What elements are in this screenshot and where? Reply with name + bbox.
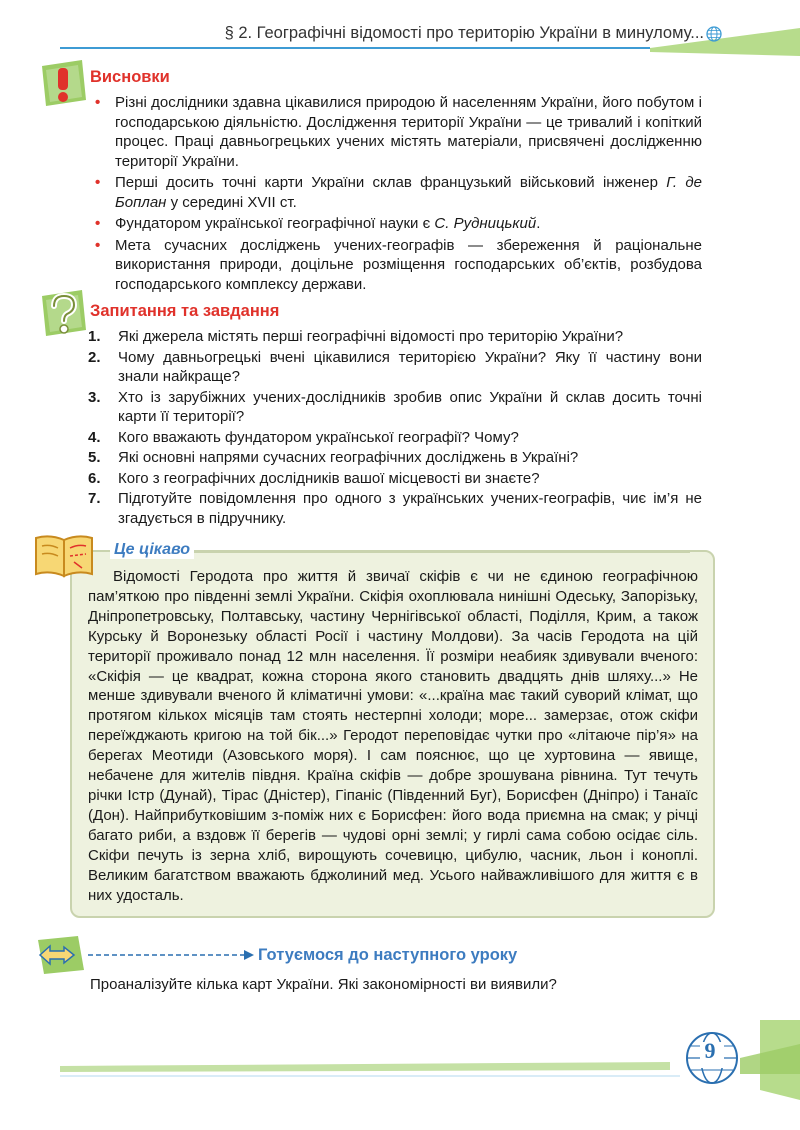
interesting-title: Це цікаво [110,541,194,559]
bullet-dot: • [95,94,101,111]
questions-list [88,327,702,528]
question-number: 2. [88,348,101,366]
next-lesson-heading: Готуємося до наступного уроку [258,946,518,964]
bullet-text: Різні дослідники здавна цікавилися природою й населенням України, його побутом і господарською діяльністю. Дослідження території України — це тривалий і копіткий процес. Праці давньогрецьких учених містять матеріали, присвячені дослідженню території України. [115,94,702,170]
list-item [90,93,702,171]
bullet-text: Фундатором української географічної науки є [115,215,435,232]
bullet-dot: • [95,236,101,254]
double-arrow-icon [34,936,88,974]
questions-section [90,302,702,529]
question-number: 5. [88,449,101,466]
list-item [88,489,702,528]
page-header [0,0,800,54]
question-text: Які джерела містять перші географічні відомості про територію України? [118,328,624,345]
question-text: Які основні напрями сучасних географічних досліджень в Україні? [118,449,579,466]
list-item [88,348,702,387]
bullet-text: у середині XVII ст. [166,193,297,211]
list-item [88,469,702,489]
questions-heading: Запитання та завдання [90,302,280,320]
interesting-text: Відомості Геродота про життя й звичаї скіфів є чи не єдиною географічною пам’яткою про південні землі України. Скіфія охоплювала нинішні Одеську, Запорізьку, Дніпропетровську, Полтавську, частину Чернігівської області, Поділля, Крим, а також Курську й Воронезьку області Росії і частину Молдови). За часів Геродота на цій території проживало понад 12 млн населення. Її розміри неабияк здивували вченого: «Скіфія — це квадрат, кожна сторона якого становить двадцять днів шляху...» Не менше здивували вченого й кліматичні умови: «...країна має такий суворий клімат, що протягом кількох місяців там стоять нестерпні холоди; море... замерзає, отож скіфи переїжджають кригою на той бік...» Геродот переповідає чутки про «літаюче пір’я» на берегах Меотиди (Азовського моря). І сам пояснює, що це хуртовина — явище, небачене для жителів півдня. Країна скіфів — добре зрошувана рівнина. Тут течуть річки Істр (Дунай), Тірас (Дністер), Гіпаніс (Південний Буг), Борисфен (Дніпро) і Танаїс (Дон). Найприбутковішим з-поміж них є Борисфен: його вода приємна на смак; у річці багато риби, а вздовж її берегів — чудові орні землі; у гирлі сама собою осідає сіль. Скіфи печуть із зерна хліб, вирощують сочевицю, цибулю, часник, льон і коноплі. Великим багатством вважають бджолиний мед. Усього найважливішого для життя є в них удосталь. [88,568,698,904]
question-text: Чому давньогрецькі вчені цікавилися територією України? Яку її частину вони знали найкраще? [118,348,702,385]
question-icon [38,290,88,338]
bullet-text: Мета сучасних досліджень учених-географів — збереження й раціональне використання природи, доцільне розміщення господарських об’єктів, розбудова господарського комплексу держави. [115,236,702,293]
question-text: Підготуйте повідомлення про одного з українських учених-географів, чиє ім’я не згадується в підручнику. [118,490,702,527]
list-item [88,388,702,427]
question-text: Кого з географічних дослідників вашої місцевості ви знаєте? [118,469,540,487]
page-number: 9 [704,1038,716,1063]
bullet-text: Перші досить точні карти України склав французький військовий інженер [115,174,667,191]
globe-icon [706,26,722,42]
interesting-title-rule [190,551,690,553]
open-book-icon [32,532,96,578]
exclamation-icon [38,60,88,108]
header-title: § 2. Географічні відомості про територію України в минулому... [224,24,704,42]
page-footer [0,1020,800,1130]
list-item [90,236,702,295]
bullet-text: . [536,215,541,232]
question-number: 1. [88,328,101,345]
list-item [88,448,702,468]
question-text: Кого вважають фундатором української географії? Чому? [118,428,519,446]
conclusions-heading: Висновки [90,68,170,86]
question-number: 6. [88,469,101,487]
list-item [88,428,702,448]
list-item [88,327,702,347]
bullet-dot: • [95,174,101,191]
bullet-italic: Г. де Боплан [115,174,702,211]
question-number: 4. [88,428,101,446]
dashed-arrow [88,948,254,962]
bullet-dot: • [95,215,101,232]
conclusions-list [90,93,702,294]
conclusions-section [90,68,702,296]
question-text: Хто із зарубіжних учених-дослідників зробив опис України й склав досить точні карти її території? [118,388,702,425]
list-item [90,214,702,234]
next-lesson-text: Проаналізуйте кілька карт України. Які закономірності ви виявили? [90,976,557,993]
header-rule [60,47,650,49]
question-number: 3. [88,388,101,406]
question-number: 7. [88,490,101,507]
bullet-italic: С. Рудницький [434,215,537,232]
list-item [90,173,702,212]
